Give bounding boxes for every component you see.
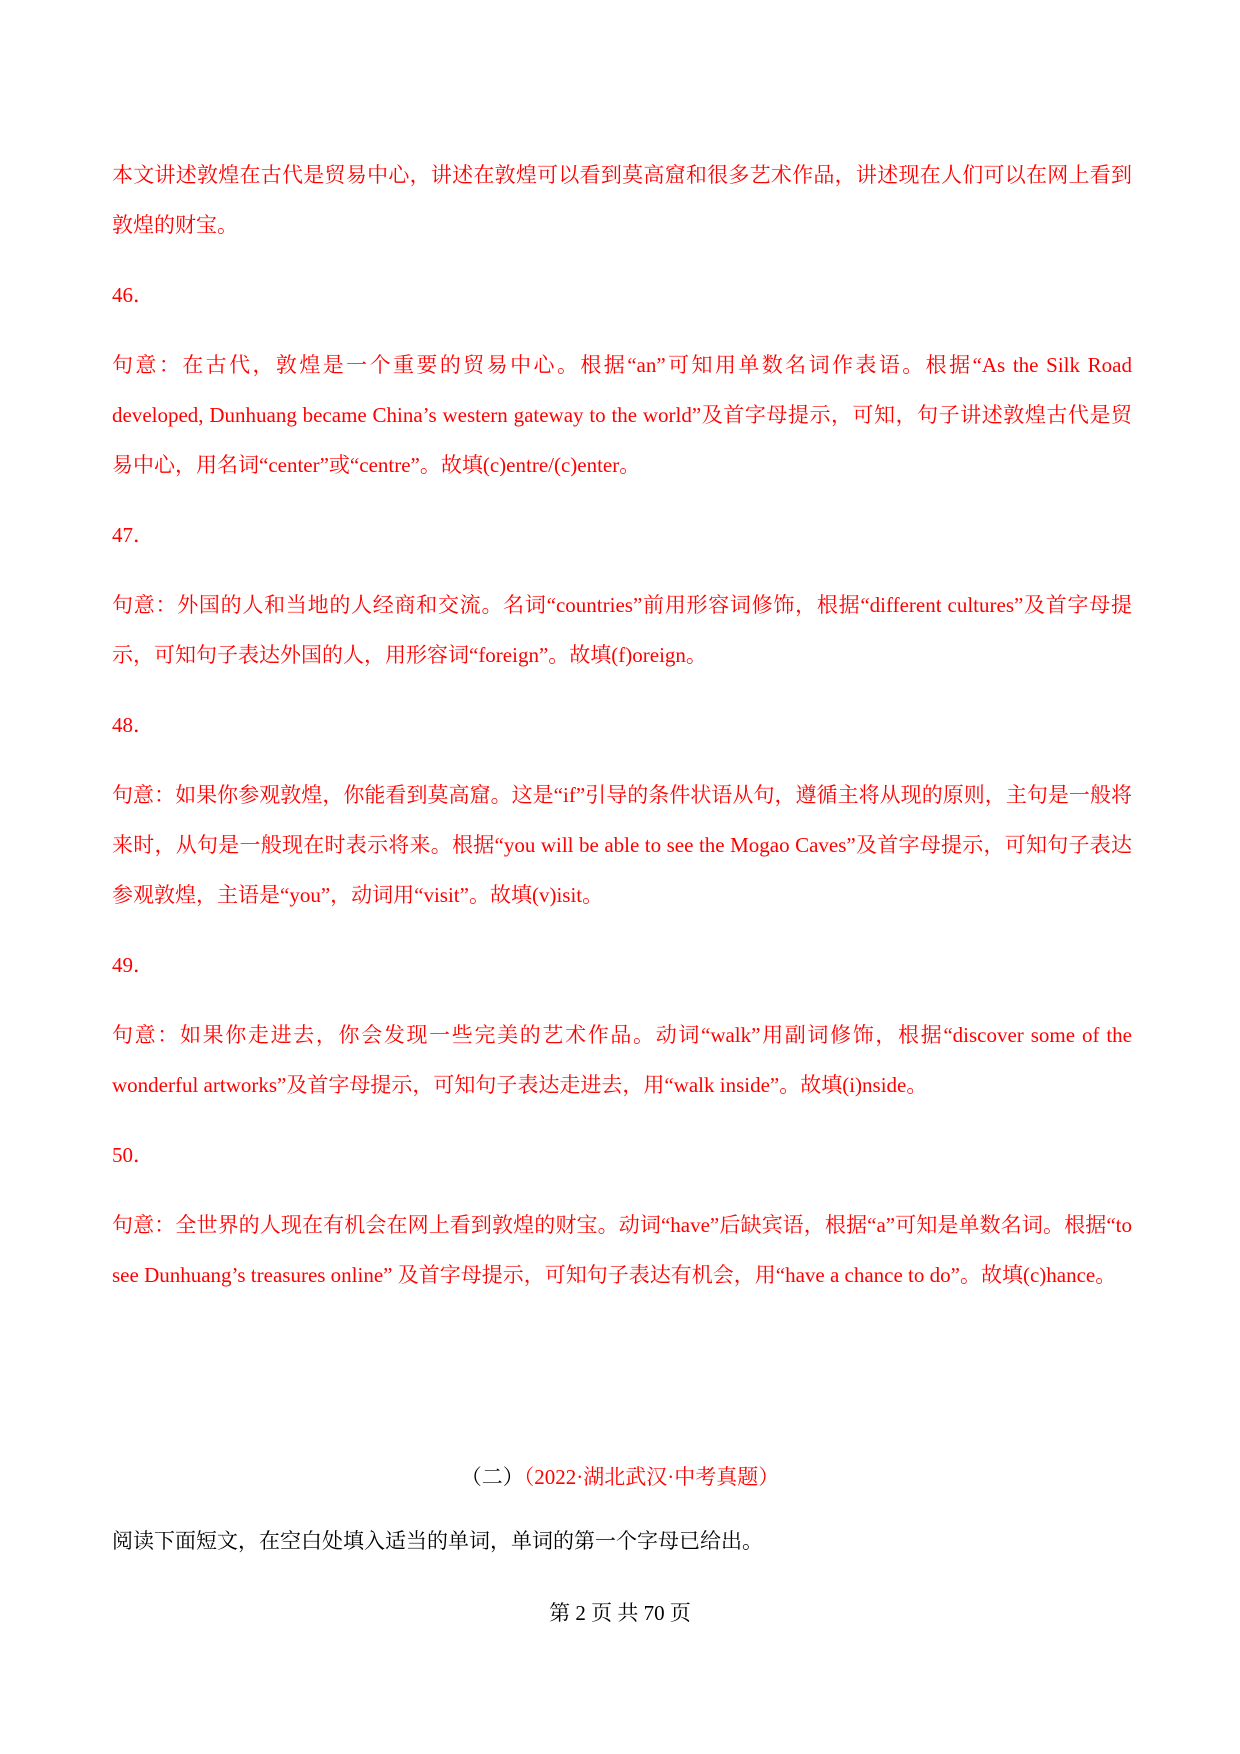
question-explanation-49: 句意：如果你走进去，你会发现一些完美的艺术作品。动词“walk”用副词修饰，根据“discover some of the wonderful artworks”及首字母提示，可知句子表达走进去，用“walk inside”。故填(i)nside。 xyxy=(112,1023,1132,1097)
question-number-50: 50． xyxy=(112,1143,154,1167)
question-explanation-48: 句意：如果你参观敦煌，你能看到莫高窟。这是“if”引导的条件状语从句，遵循主将从现的原则，主句是一般将来时，从句是一般现在时表示将来。根据“you will be able to see the Mogao Caves”及首字母提示，可知句子表达参观敦煌，主语是“you”，动词用“visit”。故填(v)isit。 xyxy=(112,783,1132,907)
page-footer: 第 2 页 共 70 页 xyxy=(549,1601,691,1625)
question-number-46: 46． xyxy=(112,283,154,307)
question-explanation-50: 句意：全世界的人现在有机会在网上看到敦煌的财宝。动词“have”后缺宾语，根据“a”可知是单数名词。根据“to see Dunhuang’s treasures online” 及首字母提示，可知句子表达有机会，用“have a chance to do”。故填(c)hance。 xyxy=(112,1213,1132,1287)
exercise-instruction: 阅读下面短文，在空白处填入适当的单词，单词的第一个字母已给出。 xyxy=(112,1529,763,1553)
passage-summary: 本文讲述敦煌在古代是贸易中心，讲述在敦煌可以看到莫高窟和很多艺术作品，讲述现在人们可以在网上看到敦煌的财宝。 xyxy=(112,163,1132,237)
question-number-47: 47． xyxy=(112,523,154,547)
question-explanation-46: 句意：在古代，敦煌是一个重要的贸易中心。根据“an”可知用单数名词作表语。根据“As the Silk Road developed, Dunhuang became China’s western gateway to the world”及首字母提示，可知，句子讲述敦煌古代是贸易中心，用名词“center”或“centre”。故填(c)entre/(c)enter。 xyxy=(112,353,1132,477)
question-number-48: 48． xyxy=(112,713,154,737)
answer-content xyxy=(112,150,1132,1320)
section-source: （2022·湖北武汉·中考真题） xyxy=(523,1465,780,1489)
section-label: （二） xyxy=(460,1465,524,1489)
section-heading xyxy=(0,1452,1240,1502)
question-explanation-47: 句意：外国的人和当地的人经商和交流。名词“countries”前用形容词修饰，根据“different cultures”及首字母提示，可知句子表达外国的人，用形容词“foreign”。故填(f)oreign。 xyxy=(112,593,1132,667)
question-number-49: 49． xyxy=(112,953,154,977)
